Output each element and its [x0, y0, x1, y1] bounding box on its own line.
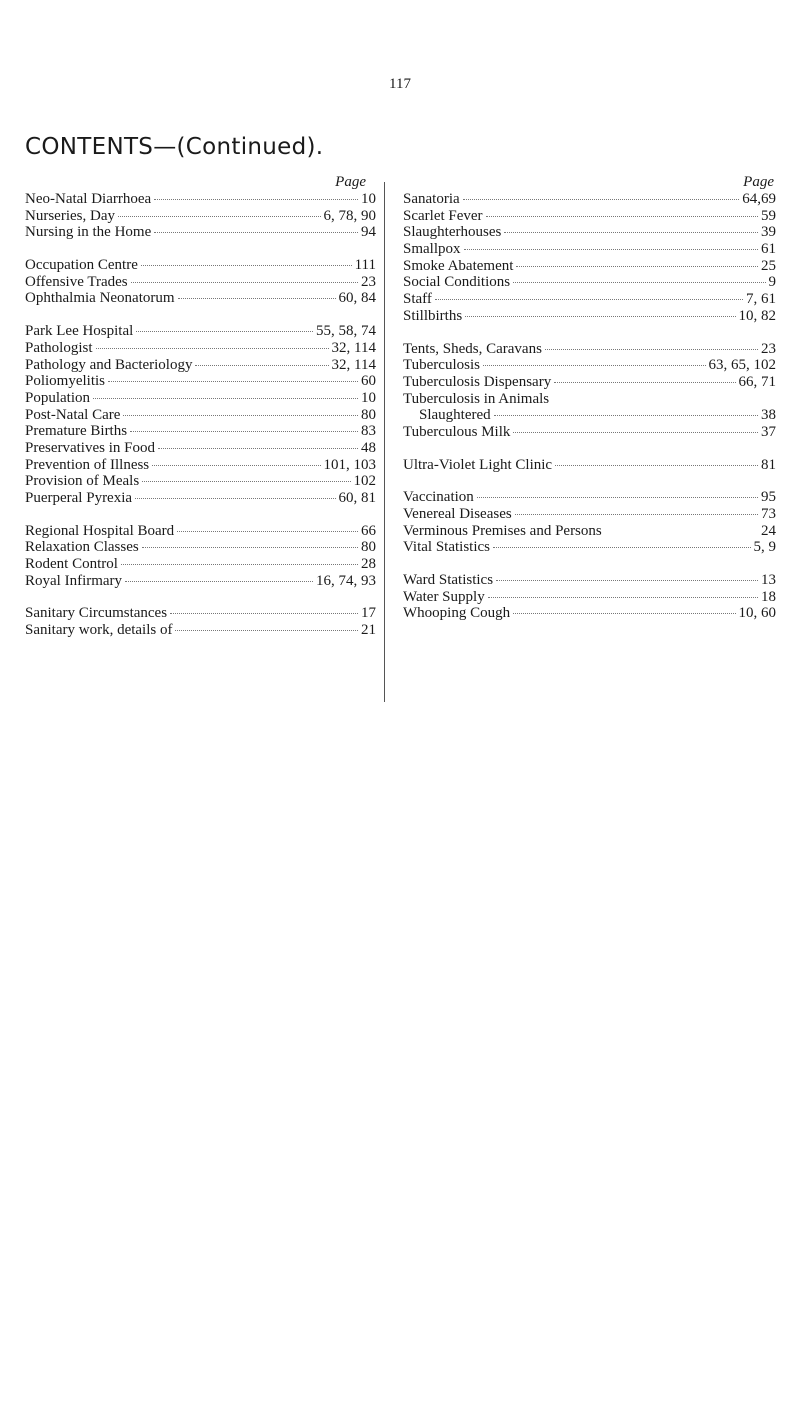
index-entry-pages: 17	[361, 605, 376, 622]
dot-leader	[152, 465, 320, 466]
index-entry-pages: 60, 84	[338, 290, 376, 307]
index-entry-label: Sanitary Circumstances	[25, 605, 168, 622]
index-entry	[403, 191, 776, 208]
dot-leader	[125, 581, 313, 582]
index-entry-label: Scarlet Fever	[403, 207, 483, 224]
dot-leader	[136, 331, 313, 332]
page-title: CONTENTS—(Continued).	[25, 134, 324, 160]
index-entry	[25, 274, 376, 291]
index-entry	[25, 290, 376, 307]
index-entry-label: Post-Natal Care	[25, 406, 121, 423]
index-entry-label: Vital Statistics	[403, 539, 491, 556]
index-entry-label: Tents, Sheds, Caravans	[403, 340, 542, 357]
index-entry-pages: 32, 114	[331, 356, 376, 373]
dot-leader	[108, 381, 358, 382]
dot-leader	[121, 564, 358, 565]
index-entry-pages: 60, 81	[338, 490, 376, 506]
index-entry	[403, 291, 776, 308]
dot-leader	[135, 498, 335, 499]
index-entry-pages: 28	[361, 556, 376, 573]
index-entry-pages: 24	[761, 522, 776, 539]
index-entry	[25, 191, 376, 208]
index-entry-pages: 95	[761, 489, 776, 506]
dot-leader	[493, 547, 750, 548]
index-entry-label: Smallpox	[403, 241, 461, 258]
index-entry-label: Neo-Natal Diarrhoea	[25, 191, 152, 207]
index-entry-pages: 18	[761, 588, 776, 605]
dot-leader	[464, 249, 758, 250]
index-entry	[403, 539, 776, 556]
index-entry-label: Slaughterhouses	[403, 224, 502, 241]
index-entry-pages: 6, 78, 90	[323, 207, 376, 224]
index-entry	[25, 407, 376, 424]
index-entry-pages: 39	[761, 224, 776, 241]
dot-leader	[93, 398, 358, 399]
index-entry	[25, 323, 376, 340]
index-entry	[403, 424, 776, 441]
index-entry-label: Sanitary work, details of	[25, 622, 173, 639]
index-entry-pages: 23	[761, 340, 776, 357]
index-entry-label: Nurseries, Day	[25, 207, 115, 224]
index-entry-pages: 83	[361, 423, 376, 440]
index-entry-pages: 10	[361, 389, 376, 406]
page-column-label: Page	[743, 174, 774, 190]
dot-leader	[96, 348, 329, 349]
index-entry-label: Population	[25, 389, 91, 406]
index-entry-pages: 9	[768, 274, 776, 291]
dot-leader	[515, 514, 758, 515]
dot-leader	[154, 232, 358, 233]
index-entry-label: Tuberculosis in Animals	[403, 390, 550, 407]
index-entry	[403, 357, 776, 374]
index-entry	[403, 506, 776, 523]
index-entry-label: Royal Infirmary	[25, 572, 123, 589]
index-entry-label: Water Supply	[403, 588, 485, 605]
index-entry	[25, 573, 376, 590]
index-entry	[25, 473, 376, 490]
dot-leader	[545, 349, 758, 350]
index-entry	[25, 605, 376, 622]
index-entry	[25, 373, 376, 390]
index-entry-pages: 59	[761, 207, 776, 224]
index-entry-label: Occupation Centre	[25, 257, 138, 274]
dot-leader	[465, 316, 735, 317]
index-entry-label: Vaccination	[403, 489, 474, 506]
dot-leader	[158, 448, 358, 449]
index-entry	[25, 622, 376, 639]
index-entry-label: Staff	[403, 291, 432, 308]
dot-leader	[170, 613, 358, 614]
index-entry-pages: 32, 114	[331, 339, 376, 356]
index-entry-pages: 7, 61	[746, 291, 776, 308]
dot-leader	[142, 547, 358, 548]
index-entry-pages: 80	[361, 406, 376, 423]
index-column-right	[403, 174, 776, 638]
index-entry-label: Ophthalmia Neonatorum	[25, 290, 175, 307]
index-entry-label: Park Lee Hospital	[25, 323, 134, 340]
index-entry	[403, 241, 776, 258]
index-entry	[403, 589, 776, 606]
index-entry-pages: 23	[361, 273, 376, 290]
index-entry	[403, 308, 776, 325]
index-entry	[25, 490, 376, 507]
index-group	[25, 257, 376, 307]
index-entry-pages: 10, 60	[738, 605, 776, 622]
index-entry	[403, 274, 776, 291]
dot-leader	[178, 298, 336, 299]
index-entry	[25, 208, 376, 225]
dot-leader	[463, 199, 740, 200]
index-entry-label: Venereal Diseases	[403, 506, 512, 522]
page-column-label: Page	[335, 174, 366, 190]
index-entry	[25, 340, 376, 357]
dot-leader	[488, 597, 758, 598]
index-entry-pages: 60	[361, 373, 376, 390]
index-entry-label: Smoke Abatement	[403, 257, 514, 274]
index-entry-pages: 10, 82	[738, 307, 776, 324]
index-entry-label: Regional Hospital Board	[25, 522, 175, 539]
index-entry	[25, 224, 376, 241]
index-entry-pages: 80	[361, 539, 376, 556]
dot-leader	[154, 199, 358, 200]
index-entry	[25, 457, 376, 474]
dot-leader	[131, 282, 358, 283]
dot-leader	[494, 415, 758, 416]
dot-leader	[483, 365, 706, 366]
index-entry-pages: 94	[361, 224, 376, 241]
index-entry-label: Ward Statistics	[403, 572, 494, 589]
index-entry-pages: 16, 74, 93	[316, 572, 376, 589]
index-entry	[25, 523, 376, 540]
index-groups-left	[25, 191, 376, 639]
dot-leader	[555, 465, 758, 466]
index-entry-label: Poliomyelitis	[25, 373, 106, 390]
index-group	[25, 523, 376, 590]
index-entry-pages: 101, 103	[323, 456, 376, 473]
dot-leader	[130, 431, 358, 432]
dot-leader	[516, 266, 758, 267]
index-entry-pages: 73	[761, 506, 776, 522]
index-entry-label: Tuberculosis Dispensary	[403, 373, 552, 390]
index-group	[403, 572, 776, 622]
index-entry-label: Verminous Premises and Persons	[403, 522, 602, 539]
index-entry	[25, 257, 376, 274]
index-entry-label: Pathologist	[25, 339, 93, 356]
index-entry	[403, 341, 776, 358]
index-entry-label: Offensive Trades	[25, 273, 128, 290]
dot-leader	[477, 497, 758, 498]
index-group	[403, 457, 776, 474]
index-entry-pages: 21	[361, 622, 376, 639]
dot-leader	[123, 415, 358, 416]
index-entry	[403, 457, 776, 474]
index-entry	[25, 390, 376, 407]
index-entry-label: Prevention of Illness	[25, 456, 150, 473]
dot-leader	[142, 481, 350, 482]
index-entry	[25, 423, 376, 440]
index-entry-pages: 13	[761, 572, 776, 589]
index-entry-label: Social Conditions	[403, 274, 511, 291]
index-entry-pages: 5, 9	[753, 539, 776, 556]
dot-leader	[486, 216, 758, 217]
dot-leader	[513, 432, 758, 433]
index-entry-label: Provision of Meals	[25, 473, 140, 490]
dot-leader	[141, 265, 352, 266]
index-entry-label-continued: Slaughtered	[419, 407, 491, 424]
index-entry-pages: 48	[361, 439, 376, 456]
index-group	[403, 489, 776, 556]
index-entry	[403, 258, 776, 275]
index-entry-pages: 37	[761, 423, 776, 440]
index-entry-pages: 102	[353, 473, 376, 490]
index-entry	[25, 539, 376, 556]
index-entry-pages: 64,69	[742, 191, 776, 207]
index-entry	[403, 391, 776, 424]
index-entry	[25, 357, 376, 374]
index-group	[403, 191, 776, 325]
index-entry	[403, 572, 776, 589]
dot-leader	[504, 232, 758, 233]
dot-leader	[513, 282, 765, 283]
index-group	[25, 605, 376, 638]
index-entry-pages: 63, 65, 102	[708, 357, 776, 374]
index-entry-pages: 81	[761, 456, 776, 473]
index-entry-pages: 25	[761, 257, 776, 274]
index-entry	[25, 556, 376, 573]
index-entry-pages: 38	[761, 407, 776, 424]
index-group	[25, 191, 376, 241]
index-entry-label: Preservatives in Food	[25, 439, 155, 456]
index-entry	[403, 489, 776, 506]
index-entry-label: Puerperal Pyrexia	[25, 490, 133, 506]
index-entry-label: Sanatoria	[403, 191, 460, 207]
index-entry-pages: 66	[361, 522, 376, 539]
index-entry-label: Rodent Control	[25, 556, 118, 573]
index-column-left	[25, 174, 376, 655]
index-entry	[403, 374, 776, 391]
dot-leader	[496, 580, 758, 581]
page-number: 117	[389, 76, 411, 92]
dot-leader	[175, 630, 358, 631]
dot-leader	[513, 613, 735, 614]
index-entry	[403, 523, 776, 540]
index-entry-pages: 66, 71	[738, 373, 776, 390]
index-entry-label: Relaxation Classes	[25, 539, 139, 556]
index-group	[25, 323, 376, 507]
dot-leader	[177, 531, 358, 532]
index-entry-pages: 55, 58, 74	[316, 323, 376, 340]
index-entry-label: Nursing in the Home	[25, 224, 152, 241]
index-entry	[403, 224, 776, 241]
index-entry-label: Stillbirths	[403, 307, 463, 324]
index-entry-label: Whooping Cough	[403, 605, 511, 622]
index-entry-label: Pathology and Bacteriology	[25, 356, 193, 373]
index-entry	[403, 208, 776, 225]
index-entry-pages: 61	[761, 241, 776, 258]
dot-leader	[554, 382, 735, 383]
dot-leader	[195, 365, 328, 366]
dot-leader	[435, 299, 743, 300]
index-entry	[403, 605, 776, 622]
index-entry-pages: 111	[354, 257, 376, 274]
index-entry	[25, 440, 376, 457]
dot-leader	[118, 216, 321, 217]
index-entry-pages: 10	[361, 191, 376, 207]
index-groups-right	[403, 191, 776, 622]
column-divider	[384, 182, 385, 702]
index-entry-label: Premature Births	[25, 423, 128, 440]
index-entry-label: Tuberculosis	[403, 357, 480, 374]
index-group	[403, 341, 776, 441]
index-entry-label: Tuberculous Milk	[403, 423, 511, 440]
index-entry-label: Ultra-Violet Light Clinic	[403, 456, 553, 473]
